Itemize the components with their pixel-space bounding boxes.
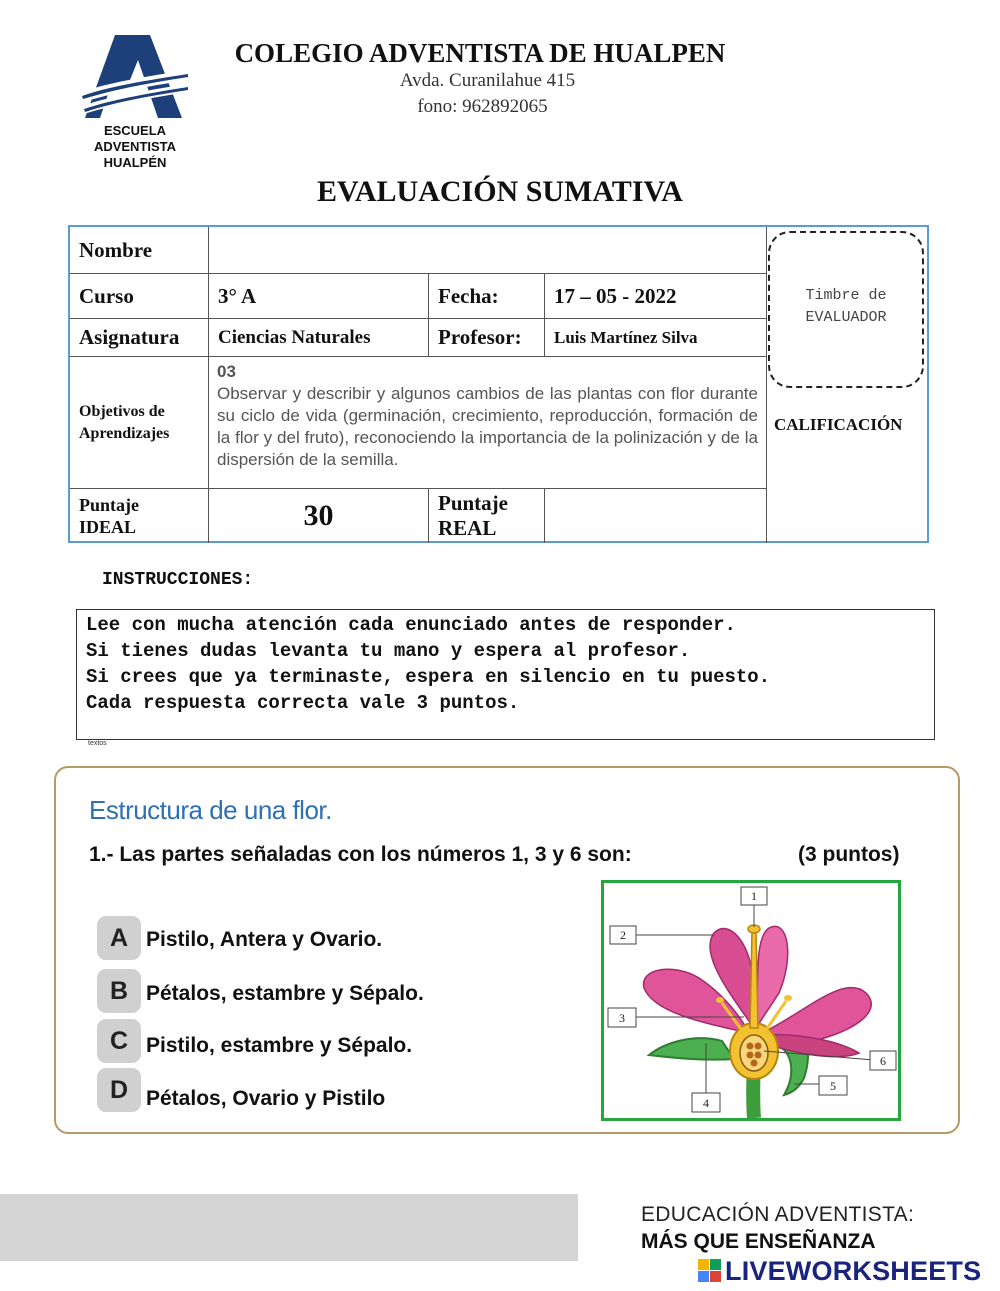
school-address: Avda. Curanilahue 415 [399,70,576,91]
question-points: (3 puntos) [798,843,900,866]
stamp-text-line-1: Timbre de [805,287,887,304]
footer-bar [0,1194,578,1261]
instruction-line: Si crees que ya terminaste, espera en silencio en tu puesto. [86,666,771,688]
option-c-text[interactable]: Pistilo, estambre y Sépalo. [146,1034,413,1057]
instruction-line: Si tienes dudas levanta tu mano y espera al profesor. [86,640,691,662]
asignatura-value: Ciencias Naturales [209,319,429,357]
option-a-text[interactable]: Pistilo, Antera y Ovario. [146,928,383,951]
diagram-label-5: 5 [830,1079,836,1093]
diagram-label-4: 4 [703,1096,709,1110]
instruction-line: Lee con mucha atención cada enunciado antes de responder. [86,614,736,636]
flower-diagram [601,880,901,1121]
profesor-value: Luis Martínez Silva [545,319,767,357]
school-phone: fono: 962892065 [417,96,548,117]
flower-illustration [604,883,898,1118]
calificacion-label: CALIFICACIÓN [774,415,903,434]
option-d-text[interactable]: Pétalos, Ovario y Pistilo [146,1087,386,1110]
objetivos-label [70,357,209,489]
logo-text-line-3: HUALPÉN [103,155,167,170]
puntaje-real-field[interactable] [545,489,767,543]
option-c-button[interactable]: C [97,1019,141,1063]
school-logo [80,30,190,175]
option-d-button[interactable]: D [97,1068,141,1112]
objetivo-text: Observar y describir y algunos cambios de las plantas con flor durante su ciclo de vida (germinación, crecimiento, reproducción, formación de la flor y del fruto), reconociendo la importancia de la polinización y de la dispersión de la semilla. [217,384,758,469]
logo-text-line-2: ADVENTISTA [93,139,177,154]
instructions-box [76,609,935,740]
fecha-label: Fecha: [429,274,545,319]
curso-label: Curso [70,274,209,319]
question-text: 1.- Las partes señaladas con los números 1, 3 y 6 son: [89,843,632,866]
puntaje-real-label-line-2: REAL [438,516,497,540]
curso-value: 3° A [209,274,429,319]
puntaje-ideal-value: 30 [209,489,429,543]
fecha-value: 17 – 05 - 2022 [545,274,767,319]
puntaje-real-label-line-1: Puntaje [438,491,508,515]
diagram-label-1: 1 [751,889,757,903]
info-table [68,225,929,543]
lw-square-icon [710,1259,721,1270]
lw-square-icon [698,1259,709,1270]
puntaje-real-label [429,489,545,543]
lw-square-icon [710,1271,721,1282]
textbox-label: textos [88,740,107,747]
objetivos-label-line-1: Objetivos de [79,402,165,420]
liveworksheets-brand: LIVEWORKSHEETS [725,1256,982,1286]
puntaje-ideal-label-line-1: Puntaje [79,495,139,515]
nombre-label: Nombre [70,227,209,274]
instructions-title: INSTRUCCIONES: [102,570,254,590]
option-a-button[interactable]: A [97,916,141,960]
objetivos-content [209,357,767,489]
page-title: EVALUACIÓN SUMATIVA [317,175,683,208]
evaluator-stamp-box [768,231,924,388]
diagram-label-2: 2 [620,928,626,942]
lw-square-icon [698,1271,709,1282]
diagram-label-6: 6 [880,1054,886,1068]
objetivos-label-line-2: Aprendizajes [79,424,170,442]
nombre-field[interactable] [209,227,767,274]
puntaje-ideal-label [70,489,209,543]
asignatura-label: Asignatura [70,319,209,357]
puntaje-ideal-label-line-2: IDEAL [79,517,137,537]
footer-slogan-line-2: MÁS QUE ENSEÑANZA [641,1230,876,1253]
section-title: Estructura de una flor. [89,795,332,825]
objetivo-code: 03 [217,362,236,381]
footer-slogan-line-1: EDUCACIÓN ADVENTISTA: [641,1203,915,1226]
instruction-line: Cada respuesta correcta vale 3 puntos. [86,692,520,714]
option-b-button[interactable]: B [97,969,141,1013]
profesor-label: Profesor: [429,319,545,357]
option-b-text[interactable]: Pétalos, estambre y Sépalo. [146,982,424,1005]
logo-text-line-1: ESCUELA [103,123,167,138]
liveworksheets-logo [698,1256,998,1286]
stamp-text-line-2: EVALUADOR [805,309,887,326]
logo-a-icon [80,30,190,122]
school-name: COLEGIO ADVENTISTA DE HUALPEN [234,38,726,68]
diagram-label-3: 3 [619,1011,625,1025]
